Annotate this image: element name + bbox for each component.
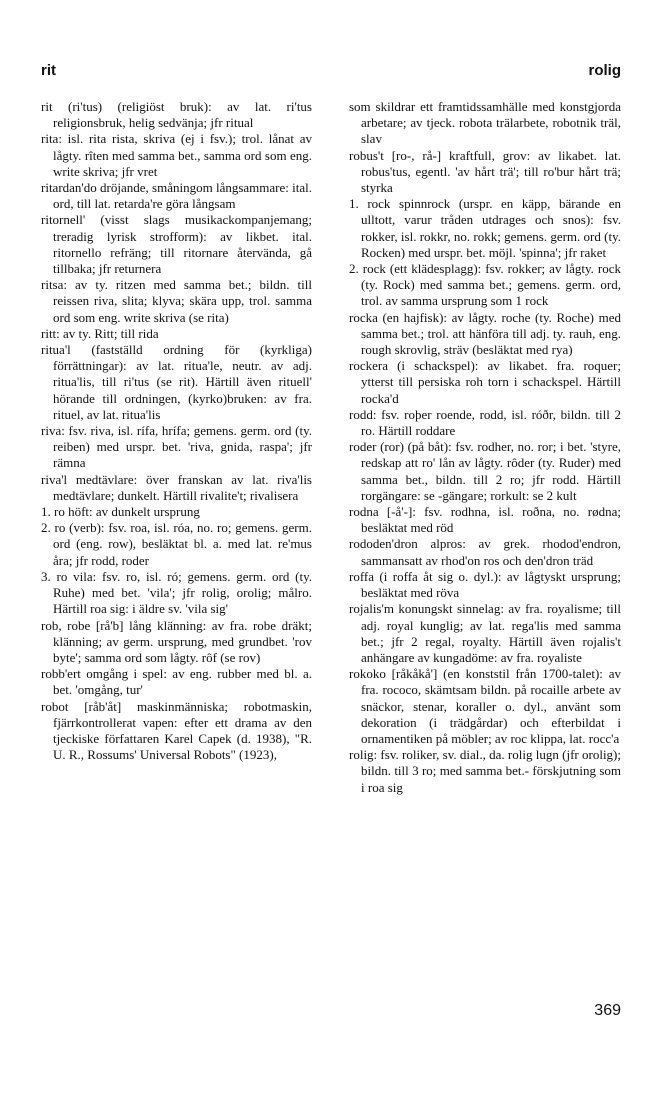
header-guide-word-left: rit [41,62,56,79]
header-guide-word-right: rolig [588,62,621,79]
dictionary-entry: 1. ro höft: av dunkelt ursprung [41,504,200,520]
dictionary-entry: rokoko [råkåkå'] (en konststil från 1700-talet): av fra. rococo, skämtsam bildn. på rocaille arbete av snäckor, stenar, koraller o. dyl., använt som dekoration (i trädgårdar) och efterbildat i ornamentiken på möbler; av roc klippa, lat. rocc'a [349,666,621,746]
dictionary-entry: roder (ror) (på båt): fsv. rodher, no. ror; i bet. 'styre, redskap att ro' lån av lågty. rôder (ty. Ruder) med samma bet., bildn. till 2 ro; jfr rodd. Härtill rorgängare: se -gängare; rorkult: se 2 kult [349,439,621,503]
dictionary-entry: ritornell' (visst slags musikackompanjemang; treradig lyrisk strofform): av likbet. ital. ritornello refräng; till ritornare återvända, gå tillbaka; jfr returnera [41,212,312,277]
dictionary-entry: rojalis'm konungskt sinnelag: av fra. royalisme; till adj. royal kunglig; av lat. rega'lis med samma bet.; jfr 2 regal, royalty. Härtill även rojalis't anhängare av kungadöme: av fra. royaliste [349,601,621,665]
dictionary-entry: ritardan'do dröjande, småningom långsammare: ital. ord, till lat. retarda're göra långsam [41,180,312,212]
right-column [349,99,621,796]
dictionary-entry: ritua'l (fastställd ordning för (kyrkliga) förrättningar): av lat. ritua'le, neutr. av adj. ritua'lis, till ri'tus (se rit). Härtill även rituell' hörande till ordningen, (kyrko)bruken: av fra. rituel, av lat. ritua'lis [41,342,312,422]
left-column [41,99,312,763]
dictionary-entry: 1. rock spinnrock (urspr. en käpp, bärande en ulltott, varur tråden utdrages och snos): fsv. rokker, isl. rokkr, no. rokk; gemens. germ. ord (ty. Rocken) med urspr. bet. möjl. 'spinna'; jfr raket [349,196,621,260]
dictionary-entry: rita: isl. rita rista, skriva (ej i fsv.); trol. lånat av lågty. rîten med samma bet., samma ord som eng. write skriva; jfr vret [41,131,312,179]
dictionary-entry: ritsa: av ty. ritzen med samma bet.; bildn. till reissen riva, slita; klyva; skära upp, trol. samma ord som eng. write skriva (se rita) [41,277,312,325]
dictionary-entry: rodna [-å'-]: fsv. rodhna, isl. roðna, no. rødna; besläktat med röd [349,504,621,536]
dictionary-entry: robus't [ro-, rå-] kraftfull, grov: av likabet. lat. robus'tus, egentl. 'av hårt trä'; till ro'bur hårt trä; styrka [349,147,621,196]
dictionary-entry: riva: fsv. riva, isl. rífa, hrífa; gemens. germ. ord (ty. reiben) med urspr. bet. 'riva, gnida, raspa'; jfr rämna [41,423,312,471]
dictionary-entry: 2. rock (ett klädesplagg): fsv. rokker; av lågty. rock (ty. Rock) med samma bet.; gemens. germ. ord, trol. av samma ursprung som 1 rock [349,261,621,309]
dictionary-entry: rob, robe [rå'b] lång klänning: av fra. robe dräkt; klänning; av germ. ursprung, med grundbet. 'rov byte'; samma ord som lågty. rôf (se rov) [41,617,312,665]
dictionary-entry: rolig: fsv. roliker, sv. dial., da. rolig lugn (jfr orolig); bildn. till 3 ro; med samma bet.- förskjutning som i roa sig [349,747,621,795]
dictionary-entry: som skildrar ett framtidssamhälle med konstgjorda arbetare; av tjeck. robota trälarbete, robotnik träl, slav [349,99,621,147]
dictionary-entry: 2. ro (verb): fsv. roa, isl. róa, no. ro; gemens. germ. ord (eng. row), besläktat bl. a. med lat. re'mus åra; jfr rodd, roder [41,520,312,568]
dictionary-entry: robot [råb'åt] maskinmänniska; robotmaskin, fjärrkontrollerat vapen: efter ett drama av den tjeckiske författaren Karel Capek (d. 1938), "R. U. R., Rossums' Universal Robots" (1923), [41,698,312,763]
dictionary-entry: 3. ro vila: fsv. ro, isl. ró; gemens. germ. ord (ty. Ruhe) med bet. 'vila'; jfr rolig, orolig; målro. Härtill roa sig: i äldre sv. 'vila sig' [41,568,312,617]
dictionary-entry: robb'ert omgång i spel: av eng. rubber med bl. a. bet. 'omgång, tur' [41,666,312,698]
page-number: 369 [594,1002,621,1019]
dictionary-entry: rocka (en hajfisk): av lågty. roche (ty. Roche) med samma bet.; trol. att hänföra till adj. ty. rauh, eng. rough skrovlig, sträv (besläktat med rya) [349,309,621,358]
dictionary-entry: rockera (i schackspel): av likabet. fra. roquer; ytterst till persiska roh torn i schackspel. Härtill rocka'd [349,358,621,406]
dictionary-entry: roffa (i roffa åt sig o. dyl.): av lågtyskt ursprung; besläktat med röva [349,568,621,601]
dictionary-entry: riva'l medtävlare: över franskan av lat. riva'lis medtävlare; dunkelt. Härtill rivalite't; rivalisera [41,471,312,503]
dictionary-entry: rododen'dron alpros: av grek. rhodod'endron, sammansatt av rhod'on ros och den'dron träd [349,536,621,568]
dictionary-entry: ritt: av ty. Ritt; till rida [41,325,159,341]
dictionary-entry: rit (ri'tus) (religiöst bruk): av lat. ri'tus religionsbruk, helig sedvänja; jfr ritual [41,99,312,131]
dictionary-entry: rodd: fsv. roþer roende, rodd, isl. róðr, bildn. till 2 ro. Härtill roddare [349,406,621,439]
